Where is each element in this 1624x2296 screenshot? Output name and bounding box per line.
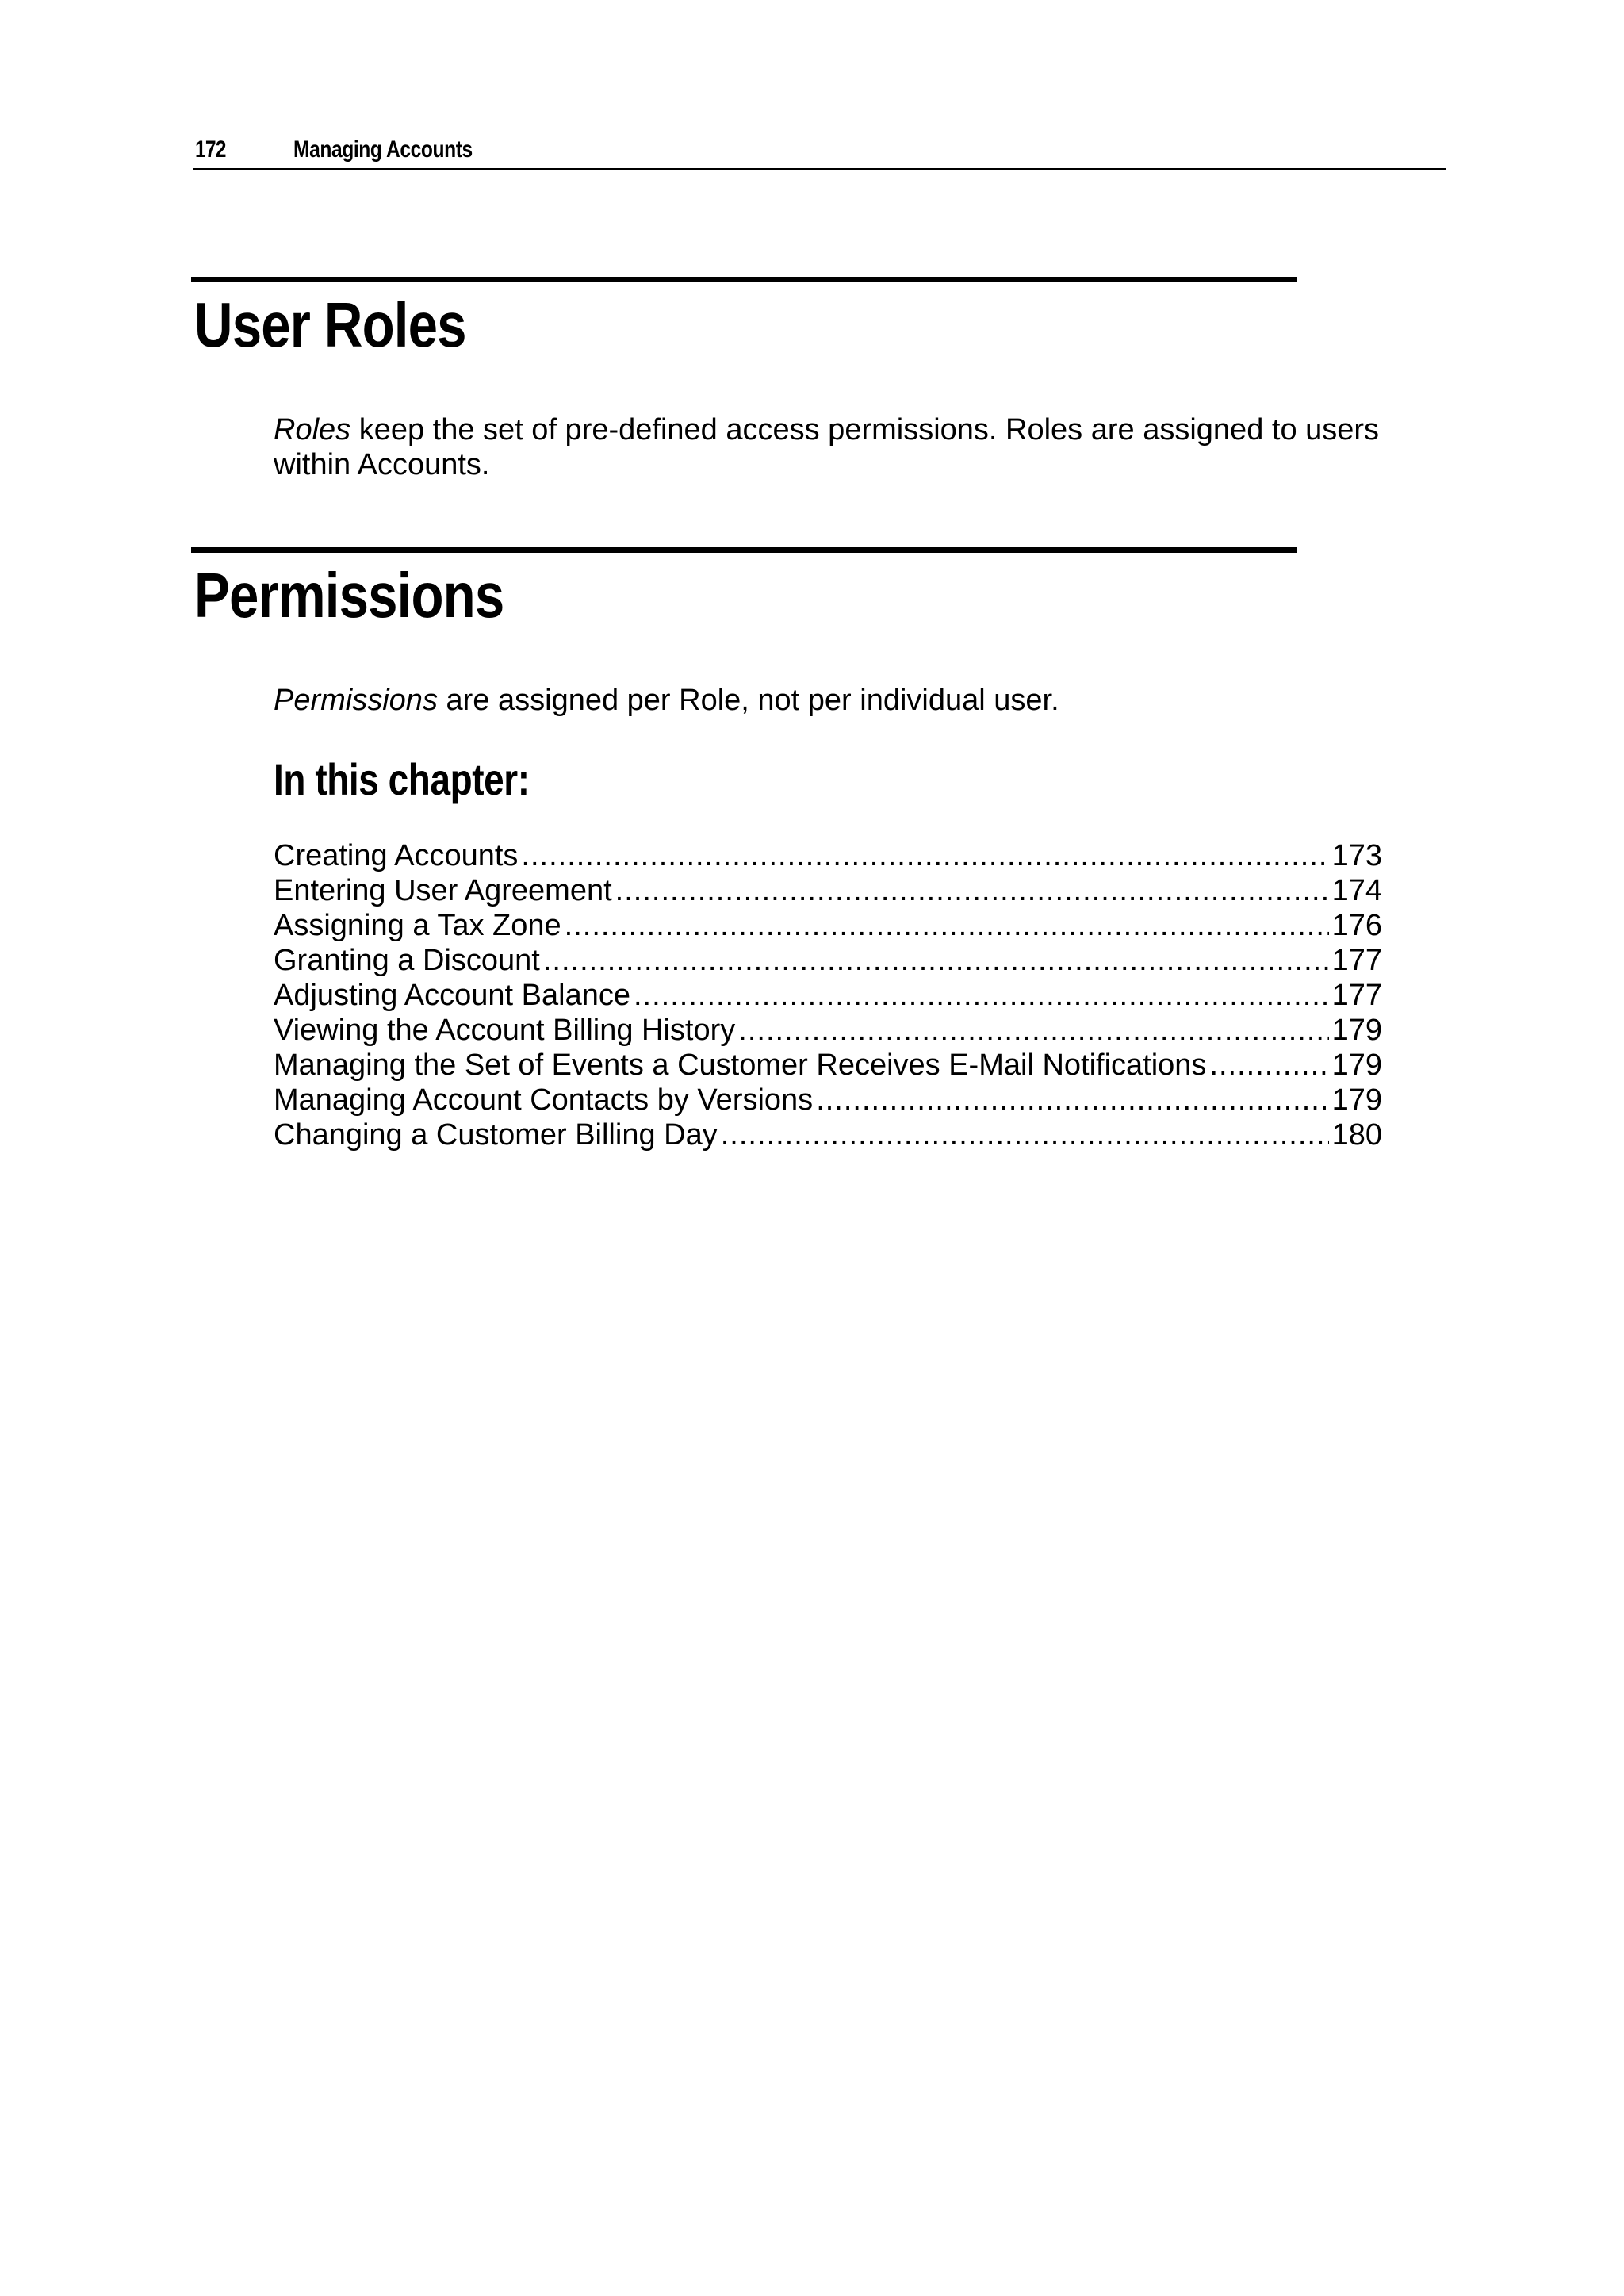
toc-dot-leader [565,908,1329,943]
toc-entry[interactable] [274,908,1382,943]
section-rule [191,277,1297,282]
toc-entry[interactable] [274,1013,1382,1048]
permissions-text: are assigned per Role, not per individual user. [437,684,1059,717]
toc-entry[interactable] [274,1048,1382,1083]
toc-entry-page: 179 [1331,1048,1382,1082]
toc-entry-title: Assigning a Tax Zone [274,909,561,942]
permissions-paragraph [274,683,1400,718]
toc-entry-page: 179 [1331,1014,1382,1047]
toc-entry-page: 180 [1331,1118,1382,1152]
toc-entry-page: 176 [1331,909,1382,942]
user-roles-text: keep the set of pre-defined access permissions. Roles are assigned to users within Accounts. [274,413,1380,481]
running-header [193,133,1446,170]
permissions-term: Permissions [274,684,438,717]
toc-dot-leader [721,1117,1329,1152]
toc-dot-leader [521,838,1328,873]
toc-entry-title: Adjusting Account Balance [274,979,630,1012]
toc-entry-title: Entering User Agreement [274,874,612,907]
toc-entry[interactable] [274,1083,1382,1117]
user-roles-term: Roles [274,413,351,447]
toc-entry-page: 177 [1331,979,1382,1012]
toc-entry-title: Viewing the Account Billing History [274,1014,736,1047]
toc-entry-title: Changing a Customer Billing Day [274,1118,718,1152]
toc-entry-page: 174 [1331,874,1382,907]
section-rule [191,547,1297,553]
toc-entry-page: 173 [1331,839,1382,872]
toc-entry[interactable] [274,838,1382,873]
toc-entry-page: 177 [1331,944,1382,977]
toc-entry[interactable] [274,943,1382,978]
toc-entry-title: Managing the Set of Events a Customer Receives E-Mail Notifications [274,1048,1207,1082]
user-roles-paragraph [274,412,1400,482]
toc-entry[interactable] [274,1117,1382,1152]
chapter-contents-list [274,838,1382,1152]
toc-entry[interactable] [274,978,1382,1013]
toc-dot-leader [634,978,1329,1013]
toc-entry[interactable] [274,873,1382,908]
running-header-title: Managing Accounts [293,136,473,163]
toc-dot-leader [1209,1048,1328,1083]
toc-entry-page: 179 [1331,1083,1382,1117]
toc-entry-title: Managing Account Contacts by Versions [274,1083,814,1117]
toc-dot-leader [816,1083,1328,1117]
toc-dot-leader [738,1013,1328,1048]
toc-dot-leader [615,873,1329,908]
toc-entry-title: Creating Accounts [274,839,519,872]
toc-entry-title: Granting a Discount [274,944,540,977]
section-heading-user-roles: User Roles [194,289,466,360]
section-heading-permissions: Permissions [194,560,504,631]
toc-dot-leader [543,943,1329,978]
page-number: 172 [195,136,226,163]
chapter-contents-heading: In this chapter: [274,754,530,804]
